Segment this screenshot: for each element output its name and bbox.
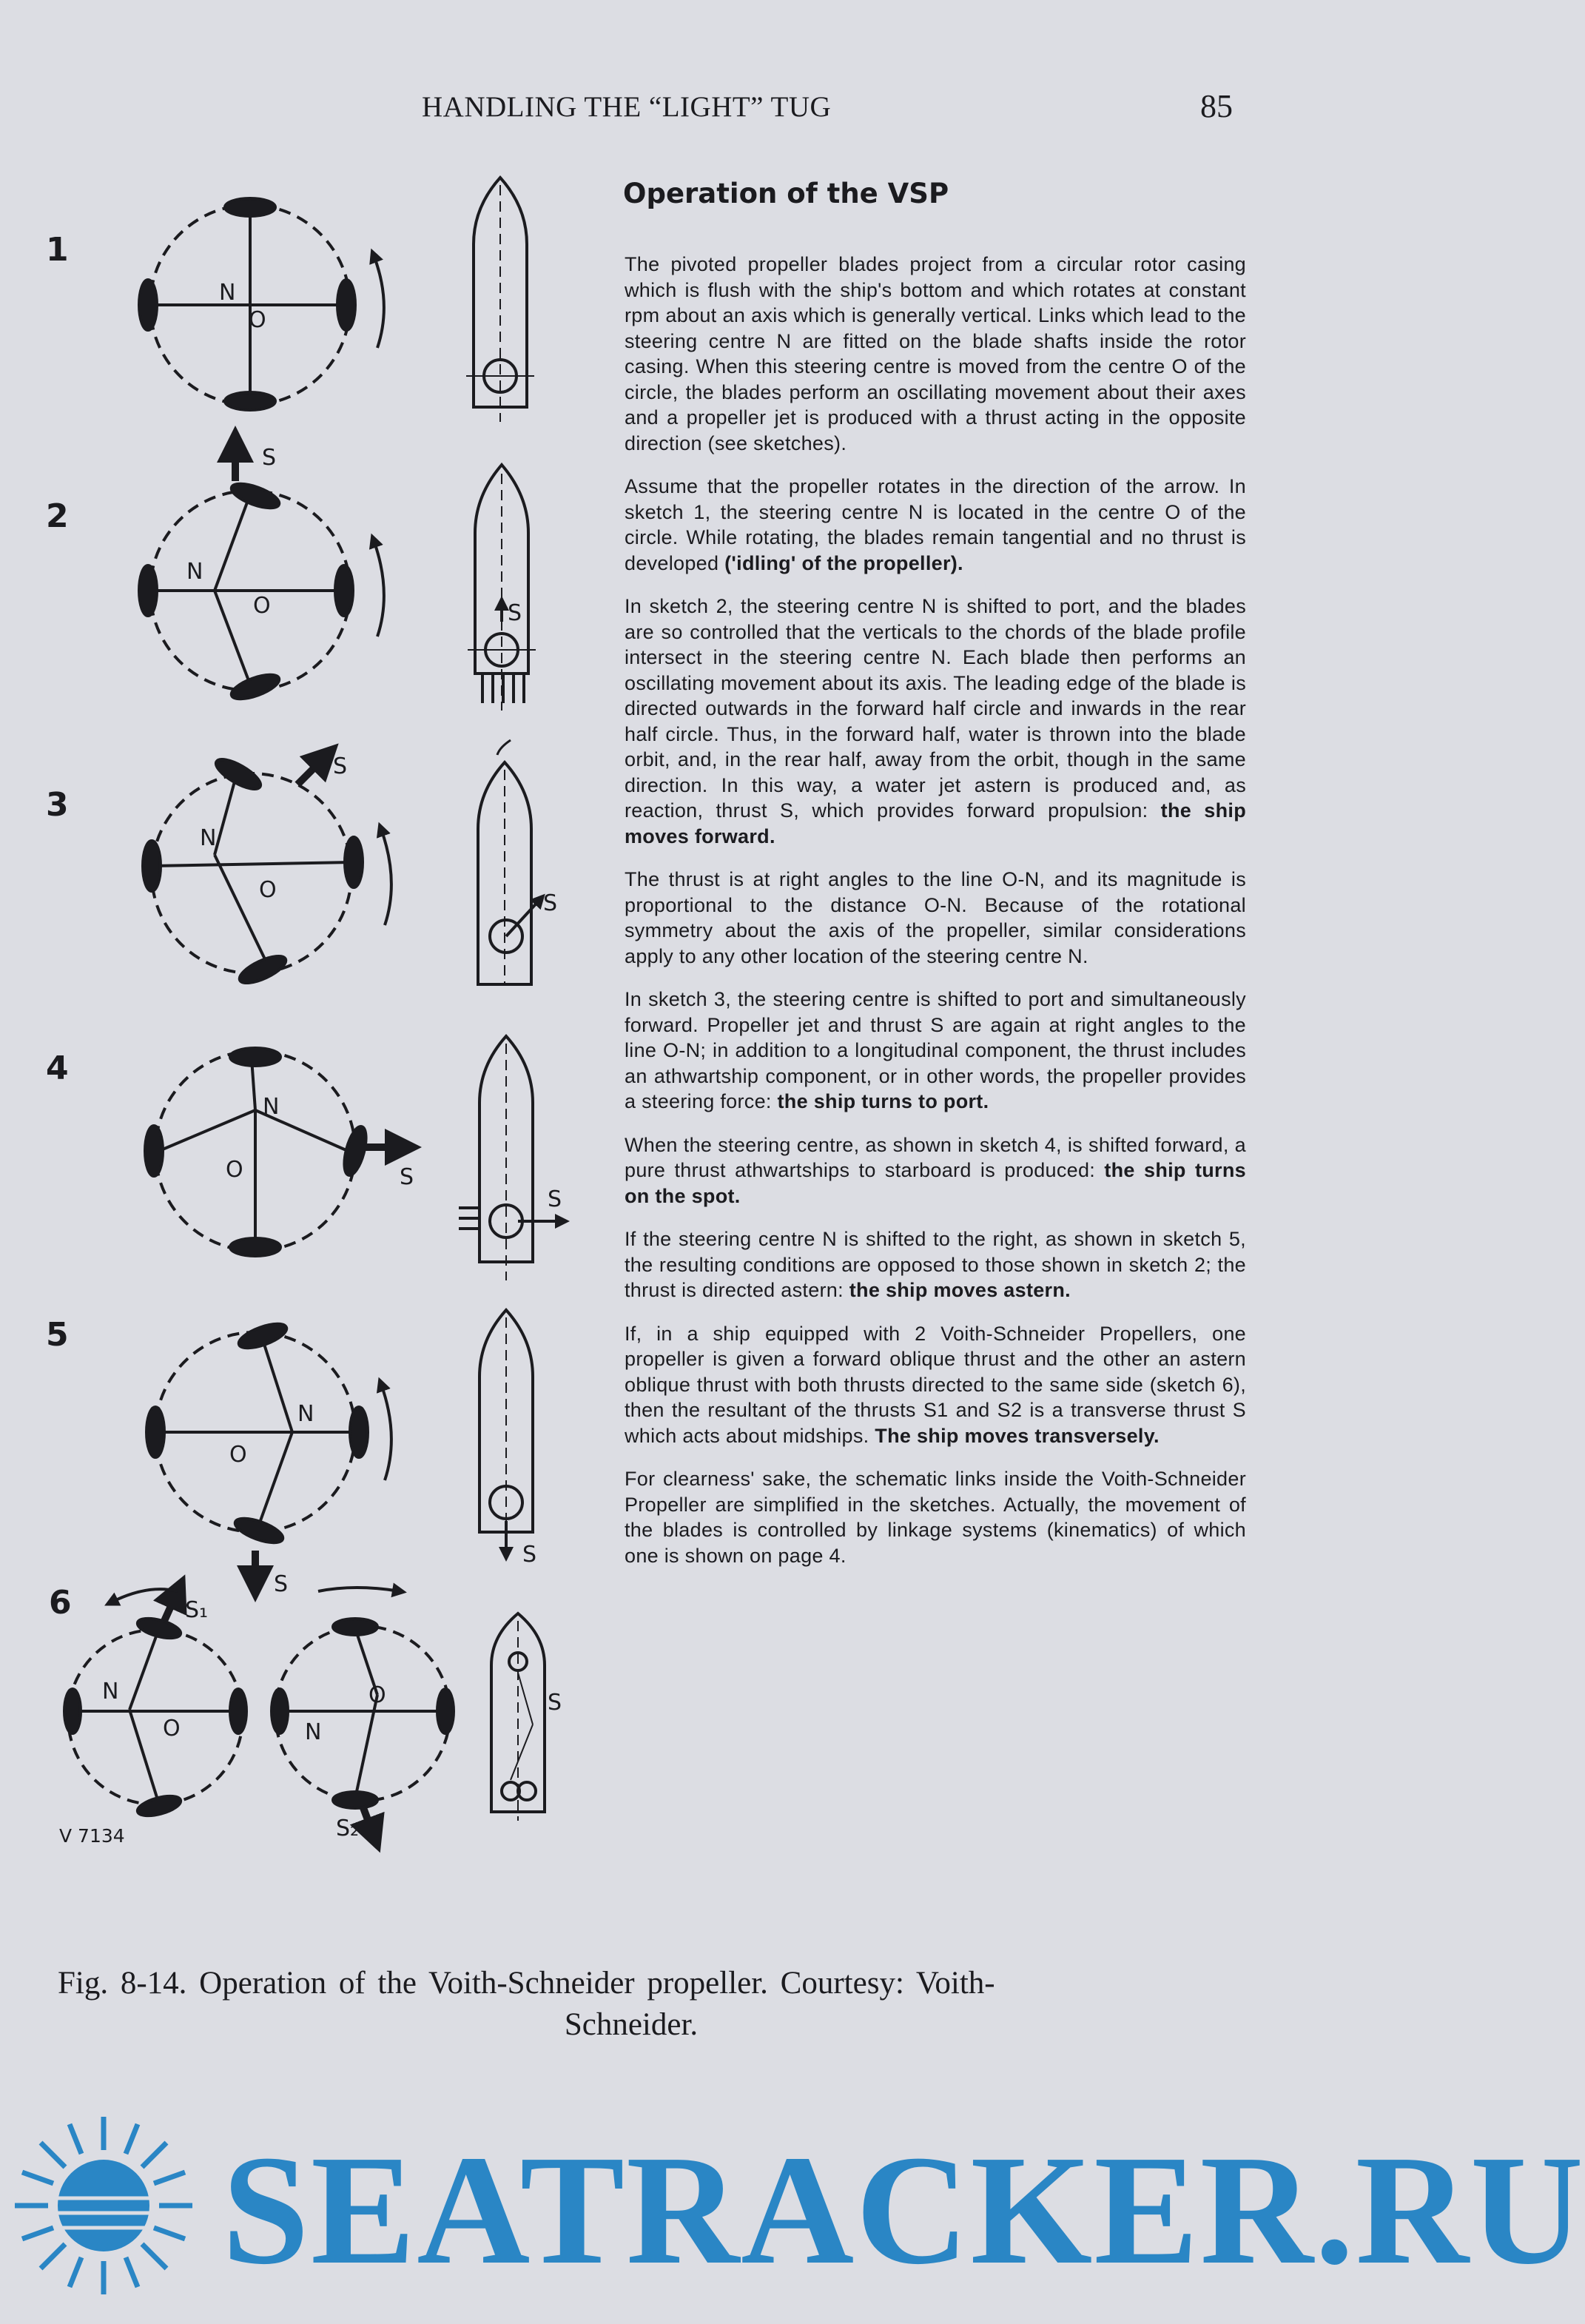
label-n: N [200, 825, 217, 851]
paragraph: When the steering centre, as shown in sketch 4, is shifted forward, a pure thrust athwartships to starboard is produced: the ship turns on the spot. [625, 1133, 1246, 1207]
paragraph: The pivoted propeller blades project from a circular rotor casing which is flush with the ship's bottom and which rotates at constant rpm about an axis which is generally vertical. Links which lead to the steering centre N are fitted on the blade shafts inside the rotor casing. When this steering centre is moved from the centre O of the circle, the blades perform an oscillating movement about their axes and a propeller jet is produced with a thrust acting in the opposite direction (see sketches). [625, 253, 1246, 454]
label-o: O [259, 877, 277, 903]
paragraph: In sketch 3, the steering centre is shifted to port and simultaneously forward. Propeller jet and thrust S are again at right angles to the line O-N; in addition to a longitudinal component, the thrust includes an athwartship component, or in other words, the propeller provides a steering force: the ship turns to port. [625, 988, 1246, 1112]
label-n: N [297, 1401, 314, 1427]
sketch-1-propeller [139, 198, 384, 410]
sketch-5-ship [479, 1310, 533, 1554]
label-o: O [249, 307, 266, 333]
label-n: N [102, 1679, 119, 1705]
label-s: S [508, 600, 522, 626]
label-o: O [229, 1442, 247, 1468]
sketch-4-ship [459, 1036, 562, 1280]
label-s1: S₁ [185, 1597, 209, 1623]
paragraph: If the steering centre N is shifted to the right, as shown in sketch 5, the resulting conditions are opposed to those shown in sketch 2; the thrust is directed astern: the ship moves astern. [625, 1228, 1246, 1301]
label-s2: S₂ [336, 1816, 360, 1841]
sketch-number-5: 5 [46, 1316, 69, 1354]
sketch-4-propeller [145, 1048, 403, 1256]
section-title: Operation of the VSP [623, 178, 949, 209]
sketch-number-1: 1 [46, 231, 69, 269]
label-o: O [253, 593, 271, 619]
sketch-number-4: 4 [46, 1050, 69, 1087]
sketch-3-ship [478, 740, 540, 984]
watermark-sun-logo [15, 2117, 192, 2294]
sketch-1-ship [466, 178, 534, 422]
label-o: O [369, 1682, 386, 1708]
caption-line-1: Fig. 8-14. Operation of the Voith-Schneider propeller. Courtesy: Voith- [58, 1966, 995, 2001]
label-o: O [163, 1716, 181, 1742]
label-s: S [333, 753, 348, 779]
page-number: 85 [1200, 88, 1233, 124]
paragraph: For clearness' sake, the schematic links inside the Voith-Schneider Propeller are simplified in the sketches. Actually, the movement of the blades is controlled by linkage systems (kinematics) of which one is shown on page 4. [625, 1468, 1246, 1567]
sketch-number-2: 2 [46, 497, 69, 535]
sketch-6-propeller-left [64, 1589, 246, 1819]
label-o: O [226, 1157, 243, 1183]
label-n: N [219, 280, 236, 306]
label-s: S [400, 1164, 414, 1190]
sketch-number-6: 6 [49, 1584, 72, 1622]
paragraph: The thrust is at right angles to the line O-N, and its magnitude is proportional to the distance O-N. Because of the rotational symmetry about the axis of the propeller, similar considerations apply to any other location of the steering centre N. [625, 868, 1246, 967]
label-n: N [305, 1719, 322, 1745]
sketch-number-3: 3 [46, 786, 69, 824]
sketch-2-propeller [139, 444, 384, 704]
label-n: N [263, 1094, 280, 1120]
paragraph: In sketch 2, the steering centre N is shifted to port, and the blades are so controlled that the verticals to the chords of the blade profile intersect in the steering centre N. Each blade then performs an oscillating movement about its axis. The leading edge of the blade is directed outwards in the forward half circle and inwards in the rear half circle. Thus, in the forward half, water is thrown into the blade orbit, and, in the rear half, away from the orbit, though in the same direction. In this way, a water jet astern is produced and, as reaction, thrust S, which provides forward propulsion: the ship moves forward. [625, 595, 1246, 847]
label-s: S [543, 890, 558, 916]
sketch-6-propeller-right [272, 1588, 454, 1836]
label-s: S [548, 1690, 562, 1716]
sketch-3-propeller [143, 754, 391, 989]
sketch-5-propeller [147, 1319, 391, 1584]
label-s: S [522, 1542, 537, 1568]
sketch-6-ship [491, 1613, 545, 1821]
running-title: HANDLING THE “LIGHT” TUG [422, 91, 832, 123]
figure-caption [58, 1963, 1271, 2046]
label-s: S [274, 1571, 289, 1597]
label-n: N [186, 559, 203, 585]
paragraph: Assume that the propeller rotates in the direction of the arrow. In sketch 1, the steering centre N is located in the centre O of the circle. While rotating, the blades remain tangential and no thrust is developed ('idling' of the propeller). [625, 475, 1246, 574]
watermark-text: SEATRACKER.RU [222, 2123, 1585, 2297]
drawing-code: V 7134 [59, 1825, 125, 1847]
sketch-2-ship [468, 465, 536, 711]
paragraph: If, in a ship equipped with 2 Voith-Schneider Propellers, one propeller is given a forward oblique thrust and the other an astern oblique thrust with both thrusts directed to the same side (sketch 6), then the resultant of the thrusts S1 and S2 is a transverse thrust S which acts about midships. The ship moves transversely. [625, 1322, 1246, 1447]
label-s: S [548, 1186, 562, 1212]
caption-line-2: Schneider. [564, 2007, 699, 2042]
label-s: S [262, 445, 277, 471]
